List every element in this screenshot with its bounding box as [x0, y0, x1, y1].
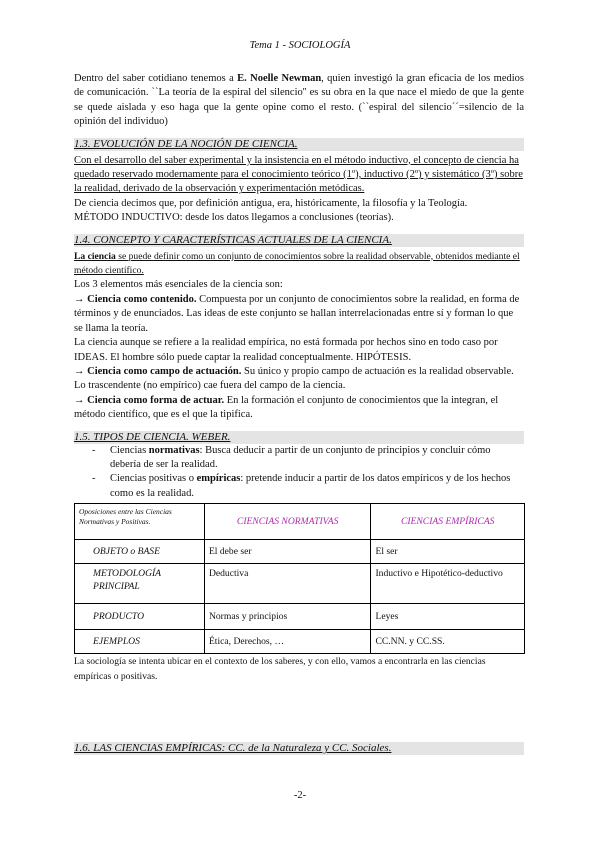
table-row — [75, 540, 525, 564]
table-cell: Leyes — [371, 604, 525, 630]
list-item: - Ciencias positivas o empíricas: pretende inducir a partir de los datos empíricos y de los hechos como es la realidad. — [92, 472, 524, 501]
table-header-normativas: CIENCIAS NORMATIVAS — [204, 504, 371, 540]
row-label: EJEMPLOS — [75, 630, 205, 654]
sociology-note: La sociología se intenta ubicar en el contexto de los saberes, y con ello, vamos a encontrarla en las ciencias empíricas o positivas. — [74, 656, 486, 682]
science-definition: La ciencia se puede definir como un conjunto de conocimientos sobre la realidad observable, obtenidos mediante el método científico. — [74, 250, 520, 277]
table-row — [75, 630, 525, 654]
row-label: METODOLOGÍA PRINCIPAL — [75, 564, 205, 604]
table-cell: Inductivo e Hipotético-deductivo — [371, 564, 525, 604]
table-row — [75, 604, 525, 630]
section-1-3-line: De ciencia decimos que, por definición antigua, era, históricamente, la filosofía y la Teología. — [74, 197, 468, 209]
table-cell: CC.NN. y CC.SS. — [371, 630, 525, 654]
table-header-empiricas: CIENCIAS EMPÍRICAS — [371, 504, 525, 540]
element-content: → Ciencia como contenido. Compuesta por un conjunto de conocimientos sobre la realidad, en forma de términos y de enunciados. Las ideas de este conjunto se hallan interrelacionadas entre sí y forman lo que se llama la teoría. — [74, 293, 520, 334]
element-field: → Ciencia como campo de actuación. Su único y propio campo de actuación es la realidad observable. Lo trascendente (no empírico) cae fuera del campo de la ciencia. — [74, 365, 514, 392]
element-content-extra: La ciencia aunque se refiere a la realidad empírica, no está formada por hechos sino en todo caso por IDEAS. El hombre sólo puede captar la realidad conceptualmente. HIPÓTESIS. — [74, 337, 498, 363]
page-header: Tema 1 - SOCIOLOGÍA — [249, 40, 351, 51]
page-number: -2- — [293, 790, 307, 801]
author-name: E. Noelle Newman — [237, 73, 322, 84]
element-method: → Ciencia como forma de actuar. En la formación el conjunto de conocimientos que la integran, el método científico, que es el que la tipifica. — [74, 394, 499, 421]
row-label: OBJETO o BASE — [75, 540, 205, 564]
elements-intro: Los 3 elementos más esenciales de la ciencia son: — [74, 279, 283, 291]
table-cell: Ética, Derechos, … — [204, 630, 371, 654]
table-cell: El ser — [371, 540, 525, 564]
table-cell: Deductiva — [204, 564, 371, 604]
section-1-5-title: 1.5. TIPOS DE CIENCIA. WEBER. — [74, 431, 524, 444]
section-1-3-title: 1.3. EVOLUCIÓN DE LA NOCIÓN DE CIENCIA. — [74, 138, 524, 151]
science-types-list — [74, 444, 524, 502]
section-1-4-title: 1.4. CONCEPTO Y CARACTERÍSTICAS ACTUALES DE LA CIENCIA. — [74, 234, 524, 247]
table-corner-cell: Oposiciones entre las Ciencias Normativas y Positivas. — [75, 504, 205, 540]
arrow-icon: → — [74, 293, 85, 305]
arrow-icon: → — [74, 365, 85, 377]
section-1-3-definition: Con el desarrollo del saber experimental y la insistencia en el método inductivo, el concepto de ciencia ha quedado reservado modernamente para el conocimiento teórico (1º), inductivo (2º) y sistemático (3º) sobre la realidad, derivado de la observación y experimentación metódicas. — [74, 154, 523, 195]
table-cell: Normas y principios — [204, 604, 371, 630]
table-cell: El debe ser — [204, 540, 371, 564]
table-row — [75, 564, 525, 604]
section-1-3-line: MÉTODO INDUCTIVO: desde los datos llegamos a conclusiones (teorías). — [74, 212, 394, 224]
page-content — [74, 72, 524, 755]
section-1-6-title: 1.6. LAS CIENCIAS EMPÍRICAS: CC. de la Naturaleza y CC. Sociales. — [74, 742, 524, 755]
table-header-row — [75, 504, 525, 540]
intro-paragraph: Dentro del saber cotidiano tenemos a E. Noelle Newman, quien investigó la gran eficacia de los medios de comunicación. ``La teoría de la espiral del silencio'' es su obra en la que nace el miedo de que la gente se quede aislada y eso haga que la gente opine como el resto. (``espiral del silencio´´=silencio de la opinión del individuo) — [74, 73, 524, 128]
arrow-icon: → — [74, 394, 85, 406]
row-label: PRODUCTO — [75, 604, 205, 630]
comparison-table — [74, 503, 525, 654]
list-item: - Ciencias normativas: Busca deducir a partir de un conjunto de principios y concluir cómo debería de ser la realidad. — [92, 444, 524, 473]
